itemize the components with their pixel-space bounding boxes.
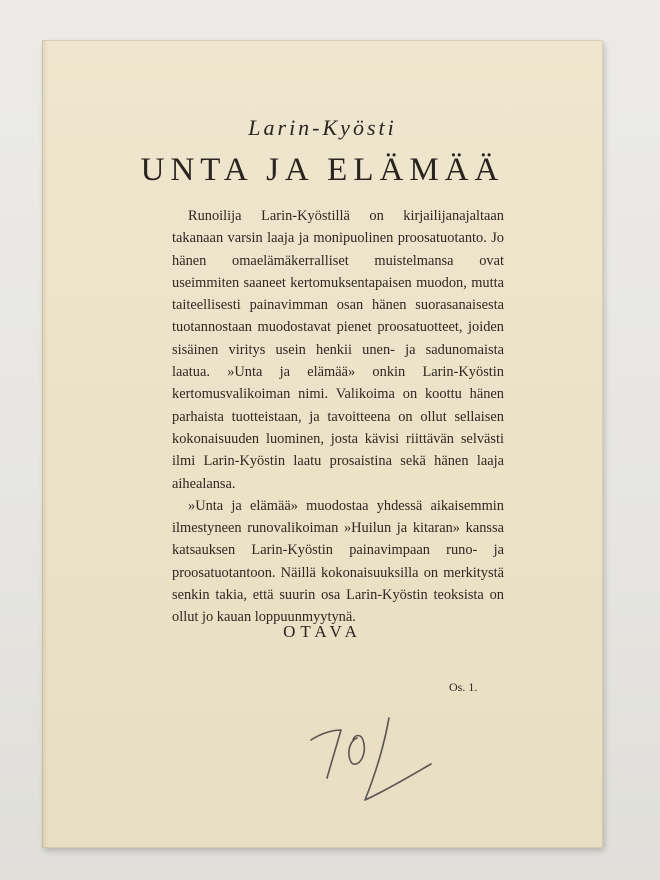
blurb-paragraph-2: »Unta ja elämää» muodostaa yhdessä aikaisemmin ilmestyneen runovalikoiman »Huilun ja kitaran» kanssa katsauksen Larin-Kyöstin painavimpaan runo- ja proosatuotantoon. Näillä kokonaisuuksilla on merkitystä senkin takia, että suurin osa Larin-Kyöstin teoksista on ollut jo kauan loppuunmyytynä. — [172, 497, 504, 626]
edition-code: Os. 1. — [449, 680, 478, 694]
publisher-name: OTAVA — [283, 622, 362, 641]
book-title: UNTA JA ELÄMÄÄ — [140, 152, 505, 188]
blurb-paragraph-1: Runoilija Larin-Kyöstillä on kirjailijanajaltaan takanaan varsin laaja ja monipuolinen proosatuotanto. Jo hänen omaelämäkerralliset muistelmansa ovat useimmiten saaneet kertomuksentapaisen muodon, mutta taiteellisesti painavimman osan hänen suorasanaisesta tuotannostaan muodostavat pienet proosatuotteet, joiden sisäinen viritys usein henkii unen- ja sadunomaista laatua. »Unta ja elämää» onkin Larin-Kyöstin kertomusvalikoiman nimi. Valikoima on koottu hänen parhaista tuotteistaan, ja tavoitteena on ollut sellaisen kokonaisuuden luominen, josta kävisi riittävän selvästi ilmi Larin-Kyöstin laatu prosaistina sekä hänen laaja aihealansa. — [172, 208, 504, 492]
blurb-text — [172, 205, 504, 629]
book-back-cover — [42, 40, 603, 848]
handwritten-price-mark — [297, 700, 437, 810]
author-name: Larin-Kyösti — [248, 115, 397, 140]
